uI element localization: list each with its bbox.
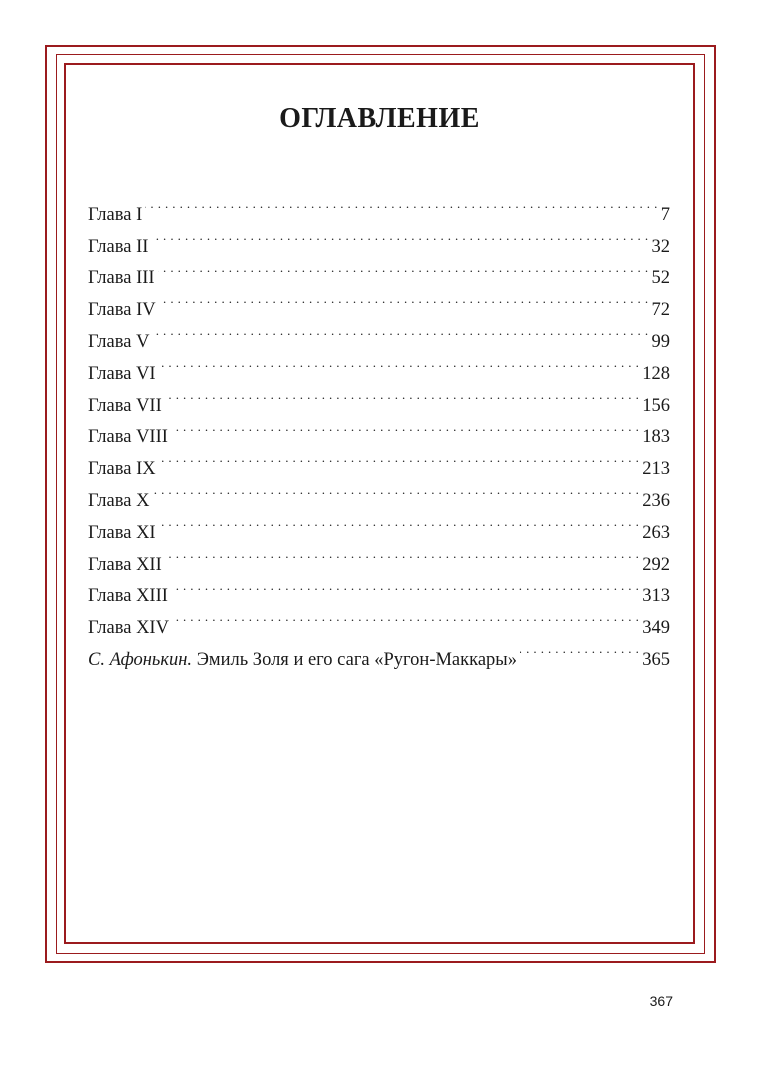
- toc-entry-page: 365: [642, 649, 670, 670]
- toc-entry-page: 72: [651, 300, 670, 321]
- toc-entry-page: 213: [642, 459, 670, 480]
- toc-entry-title: Эмиль Золя и его сага «Ругон-Маккары»: [192, 649, 517, 670]
- toc-entry-page: 128: [642, 363, 670, 384]
- toc-entry-title: Глава V: [88, 331, 150, 352]
- toc-entry-title: Глава IX: [88, 459, 156, 480]
- toc-entry-page: 183: [642, 427, 670, 448]
- toc-entry[interactable]: [88, 283, 670, 321]
- toc-entry-label: [88, 263, 155, 295]
- toc-entry-label: [88, 518, 156, 550]
- toc-entry-page: 263: [642, 522, 670, 543]
- toc-entry-title: Глава XI: [88, 522, 156, 543]
- toc-entry-title: Глава III: [88, 268, 155, 289]
- dot-leader: [152, 474, 639, 506]
- toc-entry-label: [88, 422, 168, 454]
- dot-leader: [152, 315, 648, 347]
- toc-entry-title: Глава I: [88, 204, 143, 225]
- dot-leader: [165, 538, 639, 570]
- toc-entry-page: 99: [651, 331, 670, 352]
- toc-entry[interactable]: [88, 506, 670, 543]
- toc-entry-label: [88, 327, 149, 359]
- toc-entry-label: [88, 645, 517, 677]
- toc-entry-page: 32: [651, 236, 670, 257]
- toc-entry[interactable]: [88, 315, 670, 352]
- toc-entry-label: [88, 359, 156, 391]
- toc-entry-title: Глава X: [88, 490, 150, 511]
- toc-entry-label: [88, 232, 148, 264]
- toc-entry-page: 236: [642, 490, 670, 511]
- dot-leader: [171, 411, 639, 443]
- dot-leader: [151, 220, 648, 252]
- toc-entry-title: Глава II: [88, 236, 149, 257]
- toc-entry-label: [88, 295, 156, 327]
- toc-entry-title: Глава XII: [88, 554, 162, 575]
- toc-entry[interactable]: [88, 252, 670, 289]
- toc-entry-page: 7: [660, 204, 670, 225]
- dot-leader: [520, 633, 639, 665]
- toc-entry-label: [88, 581, 168, 613]
- dot-leader: [159, 506, 640, 538]
- toc-entry-label: [88, 486, 149, 518]
- toc-entry[interactable]: [88, 411, 670, 448]
- dot-leader: [159, 347, 640, 379]
- toc-entry-page: 52: [651, 268, 670, 289]
- toc-entry-label: [88, 550, 162, 582]
- toc-entry[interactable]: [88, 633, 670, 670]
- toc-entry[interactable]: [88, 442, 670, 480]
- dot-leader: [159, 442, 640, 474]
- dot-leader: [165, 379, 639, 411]
- toc-entry[interactable]: [88, 538, 670, 575]
- toc-entry-label: [88, 391, 162, 423]
- toc-entry-label: [88, 454, 156, 486]
- toc-entry[interactable]: [88, 474, 670, 511]
- toc-entry[interactable]: [88, 570, 670, 607]
- page-number: 367: [649, 993, 673, 1009]
- toc-entry-page: 156: [642, 395, 670, 416]
- toc-entry-title: Глава XIII: [88, 586, 168, 607]
- toc-entry[interactable]: [88, 601, 670, 639]
- toc-entry[interactable]: [88, 379, 670, 416]
- toc-entry[interactable]: [88, 188, 670, 225]
- dot-leader: [171, 570, 639, 602]
- toc-entry-author: С. Афонькин.: [88, 649, 193, 670]
- toc-entry-title: Глава IV: [88, 300, 156, 321]
- toc-entry-page: 349: [642, 618, 670, 639]
- toc-entry-label: [88, 613, 169, 645]
- toc-entry[interactable]: [88, 347, 670, 384]
- dot-leader: [158, 252, 649, 284]
- toc-entry-title: Глава VIII: [88, 427, 168, 448]
- toc-entry-label: [88, 200, 142, 232]
- toc-entry-page: 313: [642, 586, 670, 607]
- dot-leader: [159, 283, 649, 315]
- toc-entry-title: Глава VII: [88, 395, 162, 416]
- toc-entry[interactable]: [88, 220, 670, 257]
- table-of-contents: [88, 188, 670, 670]
- toc-entry-title: Глава VI: [88, 363, 156, 384]
- toc-entry-page: 292: [642, 554, 670, 575]
- dot-leader: [172, 601, 639, 633]
- toc-entry-title: Глава XIV: [88, 618, 169, 639]
- page-title: ОГЛАВЛЕНИЕ: [279, 102, 480, 134]
- dot-leader: [145, 188, 658, 220]
